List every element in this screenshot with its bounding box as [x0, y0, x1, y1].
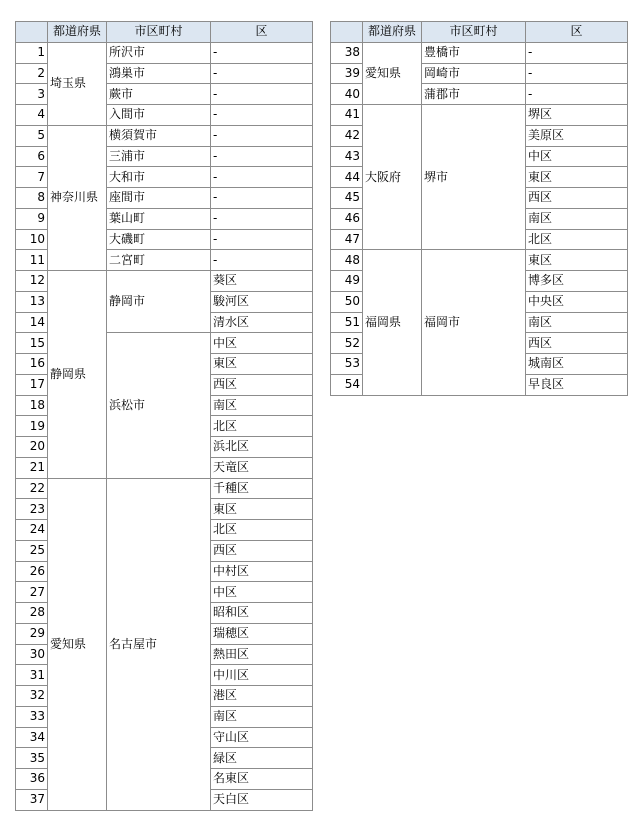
- municipality-cell: 蕨市: [107, 84, 211, 105]
- ward-cell: 城南区: [526, 354, 628, 375]
- prefecture-cell: 福岡県: [363, 250, 422, 395]
- header-prefecture: 都道府県: [48, 22, 107, 43]
- row-number: 33: [16, 706, 48, 727]
- row-number: 29: [16, 623, 48, 644]
- row-number: 10: [16, 229, 48, 250]
- row-number: 41: [331, 105, 363, 126]
- ward-cell: 南区: [526, 208, 628, 229]
- ward-cell: -: [211, 63, 313, 84]
- ward-cell: 中村区: [211, 561, 313, 582]
- row-number: 9: [16, 208, 48, 229]
- ward-cell: -: [211, 188, 313, 209]
- table-row: [16, 125, 313, 146]
- header-row: [331, 22, 628, 43]
- row-number: 25: [16, 540, 48, 561]
- ward-cell: 北区: [526, 229, 628, 250]
- ward-cell: 南区: [526, 312, 628, 333]
- ward-cell: 港区: [211, 686, 313, 707]
- row-number: 7: [16, 167, 48, 188]
- municipality-cell: 蒲郡市: [422, 84, 526, 105]
- header-number: [331, 22, 363, 43]
- ward-cell: 緑区: [211, 748, 313, 769]
- row-number: 20: [16, 437, 48, 458]
- header-municipality: 市区町村: [107, 22, 211, 43]
- ward-cell: 昭和区: [211, 603, 313, 624]
- row-number: 13: [16, 291, 48, 312]
- row-number: 42: [331, 125, 363, 146]
- row-number: 30: [16, 644, 48, 665]
- row-number: 39: [331, 63, 363, 84]
- row-number: 31: [16, 665, 48, 686]
- row-number: 2: [16, 63, 48, 84]
- row-number: 16: [16, 354, 48, 375]
- municipality-cell: 葉山町: [107, 208, 211, 229]
- ward-cell: 中区: [526, 146, 628, 167]
- ward-cell: 東区: [211, 354, 313, 375]
- ward-cell: 中区: [211, 333, 313, 354]
- ward-cell: -: [211, 42, 313, 63]
- row-number: 17: [16, 374, 48, 395]
- table-row: [16, 271, 313, 292]
- ward-cell: 西区: [211, 374, 313, 395]
- row-number: 37: [16, 789, 48, 810]
- row-number: 1: [16, 42, 48, 63]
- ward-cell: 浜北区: [211, 437, 313, 458]
- table-row: [331, 42, 628, 63]
- row-number: 50: [331, 291, 363, 312]
- ward-cell: -: [211, 105, 313, 126]
- ward-cell: 北区: [211, 416, 313, 437]
- ward-cell: 早良区: [526, 374, 628, 395]
- row-number: 40: [331, 84, 363, 105]
- row-number: 32: [16, 686, 48, 707]
- row-number: 46: [331, 208, 363, 229]
- row-number: 22: [16, 478, 48, 499]
- row-number: 24: [16, 520, 48, 541]
- ward-cell: 千種区: [211, 478, 313, 499]
- prefecture-cell: 静岡県: [48, 271, 107, 479]
- municipality-cell: 大磯町: [107, 229, 211, 250]
- row-number: 4: [16, 105, 48, 126]
- ward-cell: 北区: [211, 520, 313, 541]
- ward-cell: 中区: [211, 582, 313, 603]
- table-row: [331, 250, 628, 271]
- row-number: 36: [16, 769, 48, 790]
- header-municipality: 市区町村: [422, 22, 526, 43]
- row-number: 35: [16, 748, 48, 769]
- ward-cell: 博多区: [526, 271, 628, 292]
- municipality-cell: 名古屋市: [107, 478, 211, 810]
- ward-cell: -: [211, 125, 313, 146]
- table-row: [331, 105, 628, 126]
- row-number: 8: [16, 188, 48, 209]
- municipality-cell: 堺市: [422, 105, 526, 250]
- row-number: 38: [331, 42, 363, 63]
- ward-cell: -: [211, 250, 313, 271]
- municipality-cell: 横須賀市: [107, 125, 211, 146]
- row-number: 49: [331, 271, 363, 292]
- row-number: 26: [16, 561, 48, 582]
- ward-table-left: [15, 21, 313, 811]
- prefecture-cell: 愛知県: [363, 42, 422, 104]
- row-number: 15: [16, 333, 48, 354]
- header-ward: 区: [211, 22, 313, 43]
- ward-cell: 西区: [526, 333, 628, 354]
- ward-cell: 守山区: [211, 727, 313, 748]
- ward-cell: 清水区: [211, 312, 313, 333]
- municipality-cell: 二宮町: [107, 250, 211, 271]
- ward-cell: -: [526, 63, 628, 84]
- ward-cell: 中川区: [211, 665, 313, 686]
- row-number: 44: [331, 167, 363, 188]
- ward-cell: 天白区: [211, 789, 313, 810]
- row-number: 27: [16, 582, 48, 603]
- prefecture-cell: 埼玉県: [48, 42, 107, 125]
- municipality-cell: 入間市: [107, 105, 211, 126]
- row-number: 23: [16, 499, 48, 520]
- row-number: 34: [16, 727, 48, 748]
- ward-cell: 熱田区: [211, 644, 313, 665]
- ward-cell: 美原区: [526, 125, 628, 146]
- ward-cell: -: [211, 229, 313, 250]
- ward-cell: 南区: [211, 395, 313, 416]
- ward-cell: 天竜区: [211, 457, 313, 478]
- ward-cell: 西区: [211, 540, 313, 561]
- row-number: 6: [16, 146, 48, 167]
- ward-cell: 西区: [526, 188, 628, 209]
- prefecture-cell: 大阪府: [363, 105, 422, 250]
- row-number: 47: [331, 229, 363, 250]
- municipality-cell: 岡崎市: [422, 63, 526, 84]
- row-number: 14: [16, 312, 48, 333]
- row-number: 28: [16, 603, 48, 624]
- ward-cell: 瑞穂区: [211, 623, 313, 644]
- ward-cell: -: [211, 208, 313, 229]
- municipality-cell: 三浦市: [107, 146, 211, 167]
- ward-cell: 葵区: [211, 271, 313, 292]
- row-number: 12: [16, 271, 48, 292]
- ward-cell: 駿河区: [211, 291, 313, 312]
- ward-cell: 東区: [526, 250, 628, 271]
- header-ward: 区: [526, 22, 628, 43]
- row-number: 45: [331, 188, 363, 209]
- prefecture-cell: 神奈川県: [48, 125, 107, 270]
- header-prefecture: 都道府県: [363, 22, 422, 43]
- municipality-cell: 静岡市: [107, 271, 211, 333]
- ward-cell: 堺区: [526, 105, 628, 126]
- header-number: [16, 22, 48, 43]
- ward-cell: 南区: [211, 706, 313, 727]
- ward-cell: -: [211, 167, 313, 188]
- municipality-cell: 鴻巣市: [107, 63, 211, 84]
- ward-cell: 東区: [211, 499, 313, 520]
- row-number: 53: [331, 354, 363, 375]
- ward-cell: -: [211, 146, 313, 167]
- municipality-cell: 所沢市: [107, 42, 211, 63]
- ward-cell: 東区: [526, 167, 628, 188]
- municipality-cell: 大和市: [107, 167, 211, 188]
- row-number: 18: [16, 395, 48, 416]
- row-number: 19: [16, 416, 48, 437]
- row-number: 21: [16, 457, 48, 478]
- row-number: 48: [331, 250, 363, 271]
- ward-table-right: [330, 21, 628, 396]
- row-number: 52: [331, 333, 363, 354]
- row-number: 51: [331, 312, 363, 333]
- ward-cell: -: [526, 42, 628, 63]
- row-number: 54: [331, 374, 363, 395]
- row-number: 11: [16, 250, 48, 271]
- municipality-cell: 座間市: [107, 188, 211, 209]
- row-number: 43: [331, 146, 363, 167]
- ward-cell: 名東区: [211, 769, 313, 790]
- row-number: 3: [16, 84, 48, 105]
- municipality-cell: 豊橋市: [422, 42, 526, 63]
- municipality-cell: 浜松市: [107, 333, 211, 478]
- header-row: [16, 22, 313, 43]
- prefecture-cell: 愛知県: [48, 478, 107, 810]
- municipality-cell: 福岡市: [422, 250, 526, 395]
- ward-cell: -: [526, 84, 628, 105]
- ward-cell: 中央区: [526, 291, 628, 312]
- table-row: [16, 478, 313, 499]
- ward-cell: -: [211, 84, 313, 105]
- table-row: [16, 42, 313, 63]
- row-number: 5: [16, 125, 48, 146]
